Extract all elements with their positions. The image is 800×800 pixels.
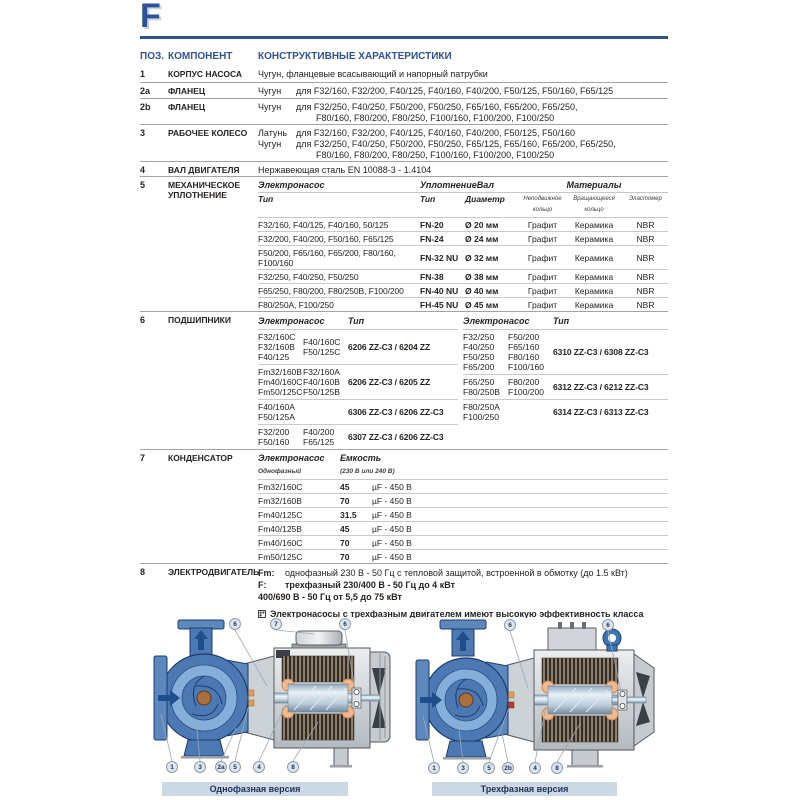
seal-subheader-type2: Тип: [420, 194, 436, 204]
bearing-model: F50/125B: [303, 387, 340, 397]
bearing-model: F32/160B: [258, 342, 295, 352]
bearing-models-col2: [508, 332, 553, 372]
models-list: F80/160, F80/200, F80/250, F100/160, F100/200, F100/250: [316, 150, 555, 160]
seal-models: F65/250, F80/200, F80/250B, F100/200: [258, 285, 404, 296]
motor-foot-base: [567, 765, 603, 768]
seal-fixed-ring: Графит: [527, 285, 558, 296]
bearing-model: F80/250B: [463, 387, 500, 397]
bearing-group: [463, 374, 668, 399]
component-name: ПОДШИПНИКИ: [168, 315, 231, 325]
table-row-motor: [140, 564, 668, 618]
callout-6: 6: [229, 618, 241, 630]
seal-subheader-row: [258, 193, 668, 217]
table-row-bearings: [140, 312, 668, 450]
seal-models: F80/250A, F100/250: [258, 299, 334, 310]
callout-6: 6: [339, 618, 351, 630]
terminal-stud: [570, 622, 574, 629]
bearing-models-col1: [258, 402, 303, 422]
seal-rotating-ring: Керамика: [574, 285, 614, 296]
seal-elastomer: NBR: [636, 285, 655, 296]
seal-elastomer: NBR: [636, 233, 655, 244]
capacitor-unit: µF - 450 В: [372, 481, 412, 492]
bearing-type: 6312 ZZ-C3 / 6212 ZZ-C3: [553, 382, 649, 392]
bearing-model: F32/160C: [258, 332, 296, 342]
bearing-model: F32/200: [258, 427, 290, 437]
seal-diameter: Ø 20 мм: [465, 219, 499, 230]
motor-range-text: 400/690 В - 50 Гц от 5,5 до 75 кВт: [258, 592, 402, 602]
table-row: [140, 66, 668, 83]
callout-2a: 2a: [215, 761, 227, 773]
bearing-models-col1: [258, 332, 303, 362]
seal-header-pump: Электронасос: [258, 180, 325, 190]
material-label: Чугун: [258, 86, 282, 96]
col-header-characteristics: КОНСТРУКТИВНЫЕ ХАРАКТЕРИСТИКИ: [258, 51, 452, 62]
capacitor-row: [258, 536, 668, 550]
callout-3: 3: [457, 762, 469, 774]
seal-type: FN-20: [420, 219, 444, 230]
seal-fixed-ring: Графит: [527, 271, 558, 282]
bearing-model: F32/250: [463, 332, 495, 342]
bearing-type: 6310 ZZ-C3 / 6308 ZZ-C3: [553, 347, 649, 357]
col-header-component: КОМПОНЕНТ: [168, 51, 233, 62]
bearing-type: 6307 ZZ-C3 / 6206 ZZ-C3: [348, 432, 444, 442]
single-phase-pump-diagram: [148, 616, 398, 798]
seal-row: [258, 217, 668, 231]
component-description: [258, 83, 668, 98]
seal-type: FN-38: [420, 271, 444, 282]
motor-fm-text: однофазный 230 В - 50 Гц с тепловой защитой, встроенной в обмотку (до 1.5 кВт): [285, 568, 628, 578]
bearing-models-col1: [258, 367, 303, 397]
seal-header-seal: Уплотнение: [420, 180, 477, 190]
seal-models: F50/200, F65/160, F65/200, F80/160, F100/160: [258, 247, 396, 268]
seal-subheader-fixed-ring: Неподвижное кольцо: [523, 196, 562, 213]
pos-number: 7: [140, 453, 146, 463]
seal-type: FN-40 NU: [420, 285, 459, 296]
capacitor-unit: µF - 450 В: [372, 495, 412, 506]
bearing-group: [258, 424, 458, 449]
capacitor-model: Fm40/160C: [258, 537, 303, 548]
component-name: ФЛАНЕЦ: [168, 86, 206, 96]
bearing-model: F65/160: [508, 342, 540, 352]
capacitor-value: 45: [340, 523, 350, 534]
diagram-caption: Трехфазная версия: [432, 782, 617, 796]
pos-number: 2a: [140, 86, 151, 96]
terminal-box: [548, 628, 596, 650]
rotor: [288, 684, 348, 712]
callout-7: 7: [270, 618, 282, 630]
bearing-group: [463, 330, 668, 374]
pump-cross-section: [148, 616, 398, 778]
bearings-subtable: [258, 312, 668, 449]
capacitor-value: 45: [340, 481, 350, 492]
bearing-model: F50/125A: [258, 412, 295, 422]
seal-rotating-ring: Керамика: [574, 299, 614, 310]
seal-models: F32/250, F40/250, F50/250: [258, 271, 359, 282]
diagram-caption: Однофазная версия: [162, 782, 348, 796]
models-list: F80/160, F80/200, F80/250, F100/160, F100/200, F100/250: [316, 113, 555, 123]
motor-description: [258, 564, 668, 618]
callout-6: 6: [602, 619, 614, 631]
pos-number: 2b: [140, 102, 151, 112]
bearing-models-col2: [303, 367, 348, 397]
rear-bearing: [618, 690, 627, 710]
seal-elastomer: NBR: [636, 271, 655, 282]
seal-elastomer: NBR: [636, 252, 655, 263]
capacitor-header-row: [258, 453, 668, 465]
seal-diameter: Ø 24 мм: [465, 233, 499, 244]
seal-header-shaft: Вал: [476, 180, 494, 190]
seal-models: F32/200, F40/200, F50/160, F65/125: [258, 233, 394, 244]
bearing-models-col1: [258, 427, 303, 447]
table-row: [140, 125, 668, 162]
shaft-end: [612, 697, 646, 703]
component-name: КОРПУС НАСОСА: [168, 69, 243, 79]
impeller-hub: [459, 693, 473, 707]
stator-bottom: [542, 716, 618, 742]
callout-8: 8: [551, 762, 563, 774]
table-row: [140, 99, 668, 125]
bearing-model: F80/250A: [463, 402, 500, 412]
component-name: МЕХАНИЧЕСКОЕ УПЛОТНЕНИЕ: [168, 180, 241, 200]
bearing-model: F40/160B: [303, 377, 340, 387]
seal-header-seal-shaft: [420, 180, 520, 191]
capacitor-subheader-row: [258, 465, 668, 480]
capacitor-row: [258, 494, 668, 508]
seal-diameter: Ø 38 мм: [465, 271, 499, 282]
seal-fixed-ring: Графит: [527, 233, 558, 244]
capacitor-unit: µF - 450 В: [372, 551, 412, 562]
capacitor-model: Fm40/125B: [258, 523, 302, 534]
seal-subheader-type1: Тип: [258, 194, 274, 204]
capacitor-value: 70: [340, 551, 350, 562]
bearing-model: F100/160: [508, 362, 544, 372]
capacitor-subheader-voltage: (230 В или 240 В): [340, 468, 395, 475]
terminal-stud: [558, 622, 562, 629]
seal-elastomer: NBR: [636, 299, 655, 310]
section-letter: F: [140, 0, 161, 35]
material-label: Чугун: [258, 102, 282, 112]
bearing-model: F40/160A: [258, 402, 295, 412]
motor-foot-base: [330, 765, 352, 768]
capacitor-value: 31.5: [340, 509, 357, 520]
bearing-type: 6306 ZZ-C3 / 6206 ZZ-C3: [348, 407, 444, 417]
material-label: Латунь: [258, 128, 288, 138]
component-description: [258, 99, 668, 124]
bearings-header-pump: Электронасос: [258, 316, 325, 326]
bearing-model: Fm40/160C: [258, 377, 303, 387]
stator-top: [542, 658, 618, 684]
seal-rotating-ring: Керамика: [574, 233, 614, 244]
bearing-model: F65/250: [463, 377, 495, 387]
callout-5: 5: [229, 761, 241, 773]
motor-f-text: трехфазный 230/400 В - 50 Гц до 4 кВт: [285, 580, 455, 590]
seal-rotating-ring: Керамика: [574, 219, 614, 230]
callout-3: 3: [194, 761, 206, 773]
seal-models: F32/160, F40/125, F40/160, 50/125: [258, 219, 389, 230]
capacitor-value: 70: [340, 495, 350, 506]
pos-number: 1: [140, 69, 146, 79]
note-line1: Электронасосы с трехфазным двигателем имеют высокую эффективность класса: [270, 609, 644, 618]
bearing-models-col1: [463, 377, 508, 397]
bearings-header-type: Тип: [553, 316, 570, 326]
motor-foot: [334, 748, 348, 766]
rotor: [548, 686, 612, 714]
table-header-row: [140, 46, 668, 66]
impeller-hub: [197, 691, 211, 705]
table-row-mechanical-seal: [140, 177, 668, 312]
seal-row: [258, 245, 668, 269]
bearing-model: F50/250: [463, 352, 495, 362]
seal-header-row: [258, 180, 668, 193]
motor-f-label: F:: [258, 580, 267, 590]
bearings-header-row: [258, 315, 458, 330]
seal-rotating-ring: Керамика: [574, 252, 614, 263]
seal-subheader-diameter: Диаметр: [465, 194, 505, 204]
bearing-type: 6314 ZZ-C3 / 6313 ZZ-C3: [553, 407, 649, 417]
table-row: [140, 83, 668, 99]
seal-fixed-ring: Графит: [527, 219, 558, 230]
bearing-group: [463, 399, 668, 424]
seal-fixed-ring: Графит: [527, 252, 558, 263]
bearing-models-col1: [463, 402, 508, 422]
component-name: ВАЛ ДВИГАТЕЛЯ: [168, 165, 240, 175]
callout-4: 4: [529, 762, 541, 774]
seal-subheader-rotating-ring: Вращающееся кольцо: [573, 196, 615, 213]
bearing-model: Fm32/160B: [258, 367, 302, 377]
component-name: КОНДЕНСАТОР: [168, 453, 233, 463]
bearing-models-col1: [463, 332, 508, 372]
stator-bottom: [282, 714, 354, 740]
capacitor-row: [258, 550, 668, 563]
bearing-model: F80/200: [508, 377, 540, 387]
callout-1: 1: [166, 761, 178, 773]
bearing-models-col2: [303, 337, 348, 357]
bearing-model: Fm50/125C: [258, 387, 303, 397]
motor-foot: [572, 750, 598, 766]
capacitor-row: [258, 522, 668, 536]
pos-number: 6: [140, 315, 146, 325]
capacitor-unit: µF - 450 В: [372, 509, 412, 520]
bearing-group: [258, 399, 458, 424]
capacitor-row: [258, 508, 668, 522]
component-name: ЭЛЕКТРОДВИГАТЕЛЬ: [168, 567, 260, 577]
material-label: Чугун: [258, 139, 282, 149]
capacitor-model: Fm40/125C: [258, 509, 303, 520]
bearing-model: F40/200: [303, 427, 335, 437]
seal-type: FN-24: [420, 233, 444, 244]
component-description: Нержавеющая сталь EN 10088-3 - 1.4104: [258, 165, 432, 175]
rear-bearing: [352, 688, 361, 708]
bearings-left-table: [258, 315, 458, 449]
table-row-capacitor: [140, 450, 668, 564]
bearing-model: F32/160A: [303, 367, 340, 377]
pump-foot: [184, 740, 224, 756]
component-description: [258, 125, 668, 161]
seal-subheader-elastomer: Эластомер: [629, 196, 662, 202]
motor-fm-label: Fm:: [258, 568, 275, 578]
pump-end: [154, 620, 274, 759]
pos-number: 8: [140, 567, 146, 577]
capacitor-value: 70: [340, 537, 350, 548]
stator-top: [282, 656, 354, 682]
component-description: Чугун, фланцевые всасывающий и напорный патрубки: [258, 69, 488, 79]
seal-elastomer: NBR: [636, 219, 655, 230]
pos-number: 4: [140, 165, 146, 175]
callout-2b: 2b: [502, 762, 514, 774]
bearing-type: 6206 ZZ-C3 / 6204 ZZ: [348, 342, 431, 352]
callout-4: 4: [253, 761, 265, 773]
seal-row: [258, 231, 668, 245]
component-name: РАБОЧЕЕ КОЛЕСО: [168, 128, 248, 138]
bearing-models-col2: [303, 427, 348, 447]
bearing-model: F100/250: [463, 412, 499, 422]
table-row: [140, 162, 668, 177]
pos-number: 5: [140, 180, 146, 190]
bearing-model: F100/200: [508, 387, 544, 397]
pos-number: 3: [140, 128, 146, 138]
capacitor-model: Fm32/160B: [258, 495, 302, 506]
seal-row: [258, 269, 668, 283]
seal-diameter: Ø 45 мм: [465, 299, 499, 310]
pump-cross-section: [412, 616, 668, 778]
capacitor-header-pump: Электронасос: [258, 453, 325, 463]
seal-row: [258, 283, 668, 297]
pump-foot-base: [443, 757, 491, 760]
bearings-right-table: [463, 315, 668, 449]
bearing-group: [258, 364, 458, 399]
bearings-header-row: [463, 315, 668, 330]
seal-subtable: [258, 177, 668, 311]
callout-1: 1: [428, 762, 440, 774]
bearing-models-col2: [508, 377, 553, 397]
col-header-pos: ПОЗ.: [140, 51, 165, 62]
capacitor-header-capacity: Емкость: [340, 453, 382, 463]
callout-8: 8: [287, 761, 299, 773]
bearing-model: F40/160C: [303, 337, 341, 347]
bearings-header-type: Тип: [348, 316, 365, 326]
components-table: [140, 46, 668, 618]
three-phase-pump-diagram: [412, 616, 668, 798]
bearing-model: F65/200: [463, 362, 495, 372]
seal-fixed-ring: Графит: [527, 299, 558, 310]
models-list: для F32/160, F32/200, F40/125, F40/160, F40/200, F50/125, F50/160, F65/125: [296, 86, 614, 96]
capacitor-row: [258, 480, 668, 494]
component-name: ФЛАНЕЦ: [168, 102, 206, 112]
models-list: для F32/160, F32/200, F40/125, F40/160, F40/200, F50/125, F50/160: [296, 128, 576, 138]
seal-diameter: Ø 40 мм: [465, 285, 499, 296]
bearing-model: F40/250: [463, 342, 495, 352]
bearing-group: [258, 330, 458, 364]
pump-end: [416, 620, 534, 760]
discharge-flange: [440, 620, 486, 629]
capacitor-model: Fm32/160C: [258, 481, 303, 492]
capacitor-subtable: [258, 450, 668, 563]
seal-header-materials: Материалы: [566, 180, 622, 190]
bearing-model: F50/160: [258, 437, 290, 447]
seal-type: FH-45 NU: [420, 299, 459, 310]
callout-6: 6: [504, 619, 516, 631]
bearing-model: F40/125: [258, 352, 290, 362]
terminal-stud: [582, 622, 586, 629]
bearings-header-pump: Электронасос: [463, 316, 530, 326]
capacitor-subheader-singlephase: Однофазный: [258, 468, 302, 475]
bearing-model: F65/125: [303, 437, 335, 447]
bearing-model: F50/200: [508, 332, 540, 342]
capacitor-unit: µF - 450 В: [372, 523, 412, 534]
seal-diameter: Ø 32 мм: [465, 252, 499, 263]
bearing-model: F50/125C: [303, 347, 341, 357]
seal-type: FN-32 NU: [420, 252, 459, 263]
seal-rotating-ring: Керамика: [574, 271, 614, 282]
pump-foot: [446, 741, 486, 757]
header-rule: [140, 36, 668, 39]
bearing-type: 6206 ZZ-C3 / 6205 ZZ: [348, 377, 431, 387]
models-list: для F32/250, F40/250, F50/200, F50/250, F65/160, F65/200, F65/250,: [296, 102, 578, 112]
seal-row: [258, 297, 668, 311]
bearing-model: F80/160: [508, 352, 540, 362]
pump-foot-base: [181, 756, 229, 759]
capacitor-unit: µF - 450 В: [372, 537, 412, 548]
callout-5: 5: [483, 762, 495, 774]
models-list: для F32/250, F40/250, F50/200, F50/250, F65/125, F65/160, F65/200, F65/250,: [296, 139, 616, 149]
capacitor-model: Fm50/125C: [258, 551, 303, 562]
